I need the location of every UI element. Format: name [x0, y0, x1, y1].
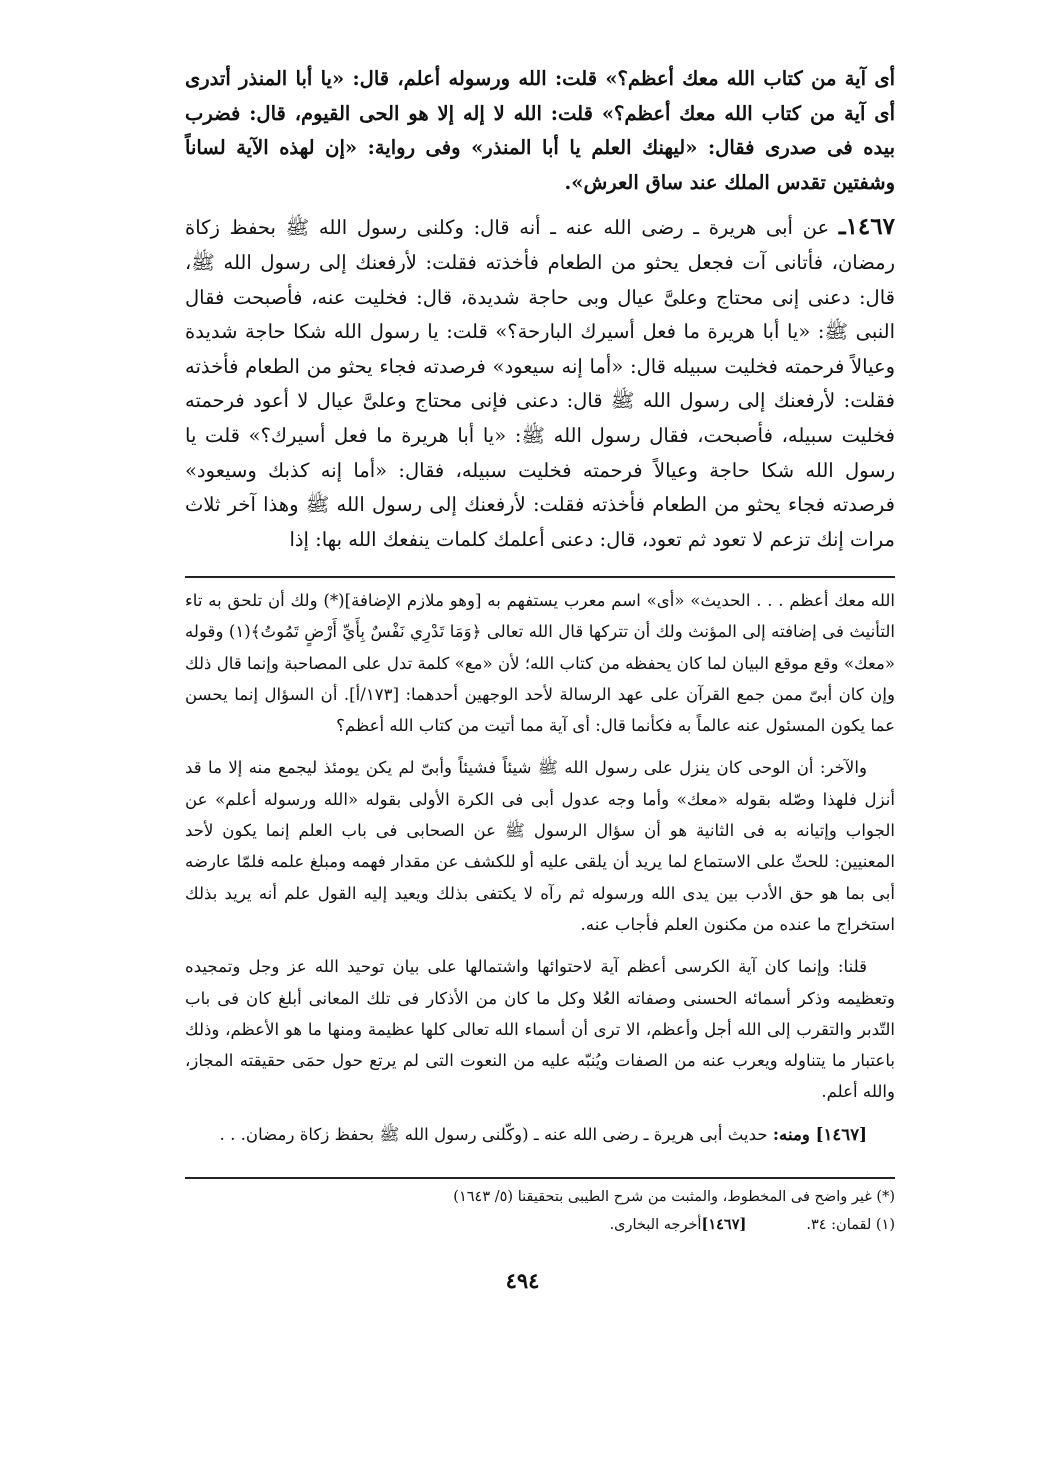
footnote — [400, 1211, 895, 1239]
hadith-number: ١٤٦٧ـ — [838, 213, 895, 241]
commentary-para: قلنا: وإنما كان آية الكرسى أعظم آية لاحتوائها واشتمالها على بيان توحيد الله عز وجل وتمجيده وتعظيمه وذكر أسمائه الحسنى وصفاته العُلا وكل ما كان من الأذكار فى تلك المعانى أبلغ كان فى باب التّدبر والتقرب إلى الله أجل وأعظم، الا ترى أن أسماء الله تعالى كلها عظيمة ومنها ما هو الأعظم، وذلك باعتبار ما يتناوله ويعرب عنه من الصفات ويُنبّه عليه من النعوت التى لم يرتع حول حمَى حقيقته المجاز، والله أعلم. — [185, 957, 895, 1102]
footnote-quran: (١) لقمان: ٣٤. — [806, 1217, 895, 1233]
commentary-divider — [185, 576, 895, 578]
hadith-1467 — [185, 210, 895, 557]
footnote-label: [١٤٦٧] — [701, 1216, 747, 1233]
footnote-source: أخرجه البخارى. — [609, 1217, 702, 1233]
commentary-para: الله معك أعظم . . . الحديث» «أى» اسم معرب يستفهم به [وهو ملازم الإضافة](*) ولك أن تلحق به تاء التأنيث فى إضافته إلى المؤنث ولك أن تتركها قال الله تعالى ﴿وَمَا تَدْرِي نَفْسٌ بِأَيِّ أَرْضٍ تَمُوتُ﴾(١) وقوله «معك» وقع موقع البيان لما كان يحفظه من كتاب الله؛ لأن «مع» كلمة تدل على المصاحبة وإنما قال ذلك وإن كان أبىّ ممن جمع القرآن على عهد الرسالة لأحد الوجهين أحدهما: [١٧٣/أ]. أن السؤال إنما يحسن عما يكون المسئول عنه عالماً به فكأنما قال: أى آية مما أتيت من كتاب الله أعظم؟ — [185, 591, 895, 736]
hadith-text: عن أبى هريرة ـ رضى الله عنه ـ أنه قال: وكلنى رسول الله ﷺ بحفظ زكاة رمضان، فأتانى آت فجعل يحثو من الطعام فأخذته فقلت: لأرفعنك إلى رسول الله ﷺ، قال: دعنى إنى محتاج وعلىَّ عيال وبى حاجة شديدة، قال: فخليت عنه، فأصبحت فقال النبى ﷺ: «يا أبا هريرة ما فعل أسيرك البارحة؟» قلت: يا رسول الله شكا حاجة شديدة وعيالاً فرحمته فخليت سبيله قال: «أما إنه سيعود» فرصدته فجاء يحثو من الطعام فأخذته فقلت: لأرفعنك إلى رسول الله ﷺ قال: دعنى فإنى محتاج وعلىَّ عيال لا أعود فرحمته فخليت سبيله، فأصبحت، فقال رسول الله ﷺ: «يا أبا هريرة ما فعل أسيرك؟» قلت يا رسول الله شكا حاجة وعيالاً فرحمته فخليت سبيله، فقال: «أما إنه كذبك وسيعود» فرصدته فجاء يحثو من الطعام فأخذته فقلت: لأرفعنك إلى رسول الله ﷺ وهذا آخر ثلاث مرات إنك تزعم لا تعود ثم تعود، قال: دعنى أعلمك كلمات ينفعك الله بها: إذا — [185, 216, 895, 551]
commentary — [185, 585, 895, 1150]
footnote: (*) غير واضح فى المخطوط، والمثبت من شرح الطيبى بتحقيقنا (٥/ ١٦٤٣) — [453, 1189, 895, 1205]
commentary-label: [١٤٦٧] ومنه: — [772, 1123, 867, 1144]
footnotes — [400, 1183, 895, 1239]
hadith-continuation: أى آية من كتاب الله معك أعظم؟» قلت: الله ورسوله أعلم، قال: «يا أبا المنذر أتدرى أى آية من كتاب الله معك أعظم؟» قلت: الله لا إله إلا هو الحى القيوم، قال: فضرب بيده فى صدرى فقال: «ليهنك العلم يا أبا المنذر» وفى رواية: «إن لهذه الآية لساناً وشفتين تقدس الملك عند ساق العرش». — [185, 67, 895, 194]
page-number: ٤٩٤ — [505, 1268, 540, 1293]
commentary-para — [185, 1119, 895, 1150]
main-text — [185, 62, 895, 557]
commentary-para: والآخر: أن الوحى كان ينزل على رسول الله ﷺ شيئاً فشيئاً وأبىّ لم يكن يومئذ ليجمع منه إلا ما قد أنزل فلهذا وصّله بقوله «معك» وأما وجه عدول أبى فى الكرة الأولى بقوله «الله ورسوله أعلم» عن الجواب وإتيانه به فى الثانية هو أن سؤال الرسول ﷺ عن الصحابى فى باب العلم إنما يكون لأحد المعنيين: للحثّ على الاستماع لما يريد أن يلقى عليه أو للكشف عن مقدار فهمه ومبلغ علمه فلمّا عارضه أبى بما هو حق الأدب بين يدى الله ورسوله ثم رآه لا يكتفى بذلك ويعيد إليه القول علم أنه يريد بذلك استخراج ما عنده من مكنون العلم فأجاب عنه. — [185, 758, 895, 934]
commentary-text: حديث أبى هريرة ـ رضى الله عنه ـ (وكّلنى رسول الله ﷺ بحفظ زكاة رمضان. . . — [219, 1124, 768, 1144]
footnote-divider — [185, 1177, 895, 1179]
